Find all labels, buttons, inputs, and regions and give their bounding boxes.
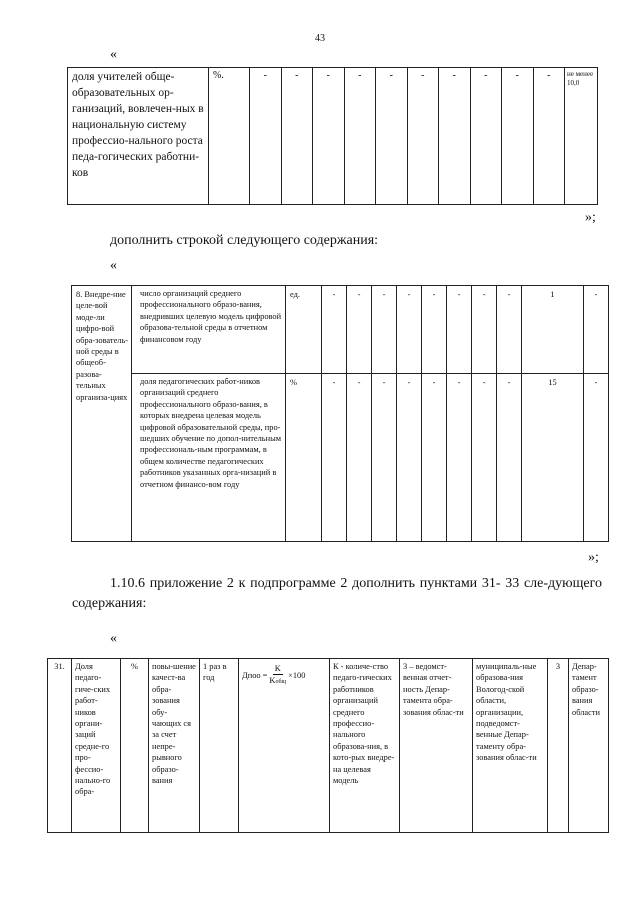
value-cell: - (372, 286, 397, 374)
formula-cell (239, 659, 330, 833)
value-cell: - (397, 374, 422, 542)
item-number-cell: 31. (48, 659, 72, 833)
definition-cell: повы-шение качест-ва обра-зования обу-чающих ся за счет непре-рывного образо-вания (149, 659, 200, 833)
value-cell: - (472, 286, 497, 374)
value-cell: - (422, 286, 447, 374)
table-digital-model (71, 285, 609, 542)
direction-cell: 8. Внедре-ние целе-вой моде-ли цифро-вой обра-зователь-ной среды в общеоб-разова-тельных организа-циях (72, 286, 132, 542)
value-cell: - (422, 374, 447, 542)
open-quote: « (110, 631, 117, 646)
formula-denominator: Kобщ (269, 676, 287, 685)
value-cell: 1 (522, 286, 584, 374)
value-cell: - (322, 286, 347, 374)
value-cell: - (497, 374, 522, 542)
formula-numerator: K (274, 664, 281, 673)
target-value-cell: не менее 10,0 (565, 68, 598, 205)
close-quote: »; (588, 550, 599, 565)
table-row (48, 659, 609, 833)
value-cell: - (497, 286, 522, 374)
value-cell: - (347, 374, 372, 542)
unit-cell: % (121, 659, 149, 833)
value-cell: - (447, 286, 472, 374)
indicator-name-cell: Доля педаго-гиче-ских работ-ников органи-заций средне-го про-фессио-нально-го обра- (72, 659, 121, 833)
value-cell: - (439, 68, 471, 205)
table-row (72, 286, 609, 374)
description-cell: К - количе-ство педаго-гических работников организаций среднего профессио-нального образова-ния, в кото-рых внедре-на целевая модель (330, 659, 400, 833)
value-cell: - (344, 68, 376, 205)
value-cell: - (583, 286, 608, 374)
unit-cell: % (286, 374, 322, 542)
value-cell: - (407, 68, 439, 205)
value-cell: - (322, 374, 347, 542)
formula-tail: ×100 (288, 670, 306, 680)
value-cell: - (447, 374, 472, 542)
value-cell: - (313, 68, 345, 205)
indicator-label: доля учителей обще-образовательных ор-ганизаций, вовлечен-ных в национальную систему профессио-нального роста педа-гогических работни-ков (68, 68, 209, 205)
add-row-text: дополнить строкой следующего содержания: (110, 233, 379, 248)
open-quote: « (110, 258, 117, 273)
indicator-cell: доля педагогических работ-ников организаций среднего профессионального образо-вания, в которых внедрена целевая модель цифровой образовательной среды, про-шедших обучение по допол-нительным профессиональ-ным программам, в общем количестве педагогических работников указанных орга-низаций в отчетном финансо-вом году (132, 374, 286, 542)
formula (242, 663, 326, 688)
value-cell: - (347, 286, 372, 374)
open-quote: « (110, 47, 117, 62)
value-cell: 15 (522, 374, 584, 542)
value-cell: - (470, 68, 502, 205)
close-quote: »; (585, 210, 596, 225)
value-cell: - (376, 68, 408, 205)
type-cell: 3 (548, 659, 569, 833)
value-cell: - (281, 68, 313, 205)
unit-cell: %. (209, 68, 250, 205)
value-cell: - (502, 68, 534, 205)
formula-fraction (269, 663, 286, 688)
value-cell: - (533, 68, 565, 205)
formula-denominator-sub: общ (275, 679, 287, 685)
value-cell: - (372, 374, 397, 542)
source-cell: 3 – ведомст-венная отчет-ность Депар-тамента обра-зования облас-ти (400, 659, 473, 833)
value-cell: - (472, 374, 497, 542)
page-number: 43 (315, 33, 325, 44)
table-appendix-items (47, 658, 609, 833)
value-cell: - (250, 68, 282, 205)
table-row (72, 374, 609, 542)
paragraph-1-10-6: 1.10.6 приложение 2 к подпрограмме 2 дополнить пунктами 31- 33 сле-дующего содержания: (72, 576, 602, 611)
value-cell: - (397, 286, 422, 374)
formula-lhs: Дпоо = (242, 670, 268, 680)
unit-cell: ед. (286, 286, 322, 374)
department-cell: Депар-тамент образо-вания области (569, 659, 609, 833)
indicator-cell: число организаций среднего профессионального образо-вания, внедривших целевую модель цифровой образова-тельной среды в отчетном финансовом году (132, 286, 286, 374)
responsible-org-cell: муниципаль-ные образова-ния Вологод-ской области, организации, подведомст-венные Депар-таменту обра-зования облас-ти (473, 659, 548, 833)
period-cell: 1 раз в год (200, 659, 239, 833)
table-row (68, 68, 598, 205)
table-teachers-share (67, 67, 598, 205)
value-cell: - (583, 374, 608, 542)
